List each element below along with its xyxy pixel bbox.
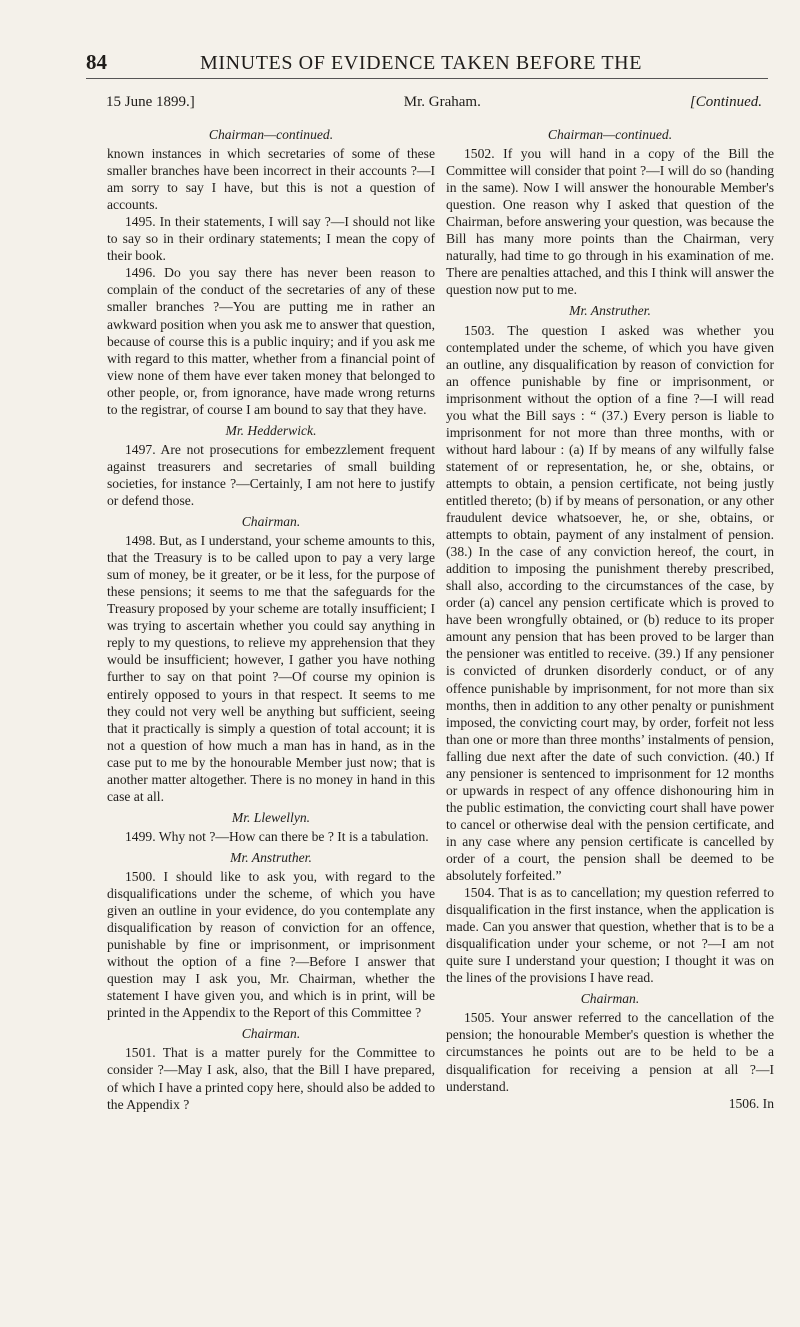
paragraph-1500: 1500. I should like to ask you, with regard to the disqualifications under the scheme, of which you have given an outline in your evidence, do you contemplate any disqualification by reason of conviction for an offence, punishable by fine or imprisonment, or imprisonment without the option of a fine ?—Before I answer that question may I ask you, Mr. Chairman, whether the statement I have given you, and which is in print, will be printed in the Appendix to the Report of this Committee ? bbox=[107, 868, 435, 1021]
speaker-heading: Chairman. bbox=[241, 1026, 301, 1042]
subheader bbox=[106, 94, 762, 111]
paragraph-1504: 1504. That is as to cancellation; my question referred to disqualification in the first instance, when the application is made. Can you answer that question, whether that is to be a disqualification under your scheme, or not ?—I am not quite sure I understand your question; I thought it was on the lines of the provisions I have read. bbox=[446, 885, 774, 986]
right-column bbox=[446, 122, 774, 1112]
hearing-date: 15 June 1899.] bbox=[106, 94, 195, 110]
left-column bbox=[107, 122, 435, 1113]
speaker-heading: Mr. Anstruther. bbox=[230, 849, 312, 865]
paragraph: known instances in which secretaries of some of these smaller branches have been incorrect in their accounts ?—I am sorry to say I have, but this is not a question of accounts. bbox=[107, 146, 435, 213]
paragraph-1505: 1505. Your answer referred to the cancellation of the pension; the honourable Member's question is whether the circumstances he points out are to be held to be a disqualification for receiving a pension at all ?—I understand. bbox=[446, 1010, 774, 1094]
continued-label: [Continued. bbox=[689, 94, 762, 110]
speaker-heading: Chairman. bbox=[241, 514, 301, 530]
speaker-heading: Chairman—continued. bbox=[208, 127, 334, 142]
catchword: 1506. In bbox=[728, 1095, 774, 1111]
paragraph-1503: 1503. The question I asked was whether you contemplated under the scheme, of which you have given an outline, any disqualification by reason of conviction for an offence punishable by fine or imprisonment, or imprisonment without the option of a fine ?—I will read you what the Bill says : “ (37.) Every person is liable to imprisonment for not more than three months, with or without hard labour : (a) If by means of any wilfully false statement of or representation, he, or she, obtains, or attempts to obtain, a pension certificate, not being justly entitled thereto; (b) if by means of personation, or any other fraudulent device whatsoever, he, or she, obtains, or attempts to obtain, payment of any instalment of pension. (38.) In the case of any conviction hereof, the court, in addition to imposing the punishment thereby prescribed, shall also, according to the circumstances of the case, by order (a) cancel any pension certificate which is proved to have been wrongfully obtained, or (b) reduce to its proper amount any pension that has been proved to be larger than the pensioner was entitled to receive. (39.) If any pensioner is convicted of drunken disorderly conduct, or of any offence punishable by imprisonment, for not more than six months, then in addition to any other penalty or punishment imposed, the convicting court may, by order, forfeit not less than one or more than three months’ instalments of pension, falling due next after the date of such conviction. (40.) If any pensioner is sentenced to imprisonment for 12 months or upwards in respect of any offence dishonouring him in the public estimation, the convicting court shall have power to cancel or otherwise deal with the pension certificate, and in any case where any pension certificate is cancelled by order of a court, the pension shall be deemed to be absolutely forfeited.” bbox=[446, 322, 774, 884]
speaker-heading: Chairman. bbox=[580, 991, 640, 1007]
speaker-heading: Chairman—continued. bbox=[547, 127, 673, 142]
speaker-heading: Mr. Hedderwick. bbox=[225, 422, 317, 438]
header-rule bbox=[86, 78, 768, 79]
paragraph-1502: 1502. If you will hand in a copy of the Bill the Committee will consider that point ?—I will do so (handing in the same). Now I will answer the honourable Member's question. One reason why I asked that question of the Chairman, before answering your question, was because the Bill has many more points than the Chairman, very naturally, had time to go through in his examination of me. There are penalties attached, and this I think will answer the question now put to me. bbox=[446, 146, 774, 298]
paragraph-1495: 1495. In their statements, I will say ?—I should not like to say so in their ordinary statements; I mean the copy of their book. bbox=[107, 214, 435, 264]
page-number: 84 bbox=[86, 50, 107, 74]
witness-name: Mr. Graham. bbox=[403, 94, 481, 110]
speaker-heading: Mr. Anstruther. bbox=[569, 303, 651, 319]
paragraph-1501: 1501. That is a matter purely for the Committee to consider ?—May I ask, also, that the Bill I have prepared, of which I have a printed copy here, should also be added to the Appendix ? bbox=[107, 1045, 435, 1112]
speaker-heading: Mr. Llewellyn. bbox=[231, 809, 311, 825]
paragraph-1498: 1498. But, as I understand, your scheme amounts to this, that the Treasury is to be called upon to pay a very large sum of money, be it greater, or be it less, for the purpose of these pensions; it seems to me that the safeguards for the Treasury proposed by your scheme are totally insufficient; I was trying to ascertain whether you could say anything in reply to my questions, to relieve my apprehension that they would be insufficient; however, I gather you have nothing further to say on that point ?—Of course my opinion is entirely opposed to yours in that respect. It seems to me they could not very well be anything but sufficient, seeing that it practically is simply a question of total account; it is not a question of how much a man has in hand, as in the case put to me by the honourable Member just now; that is another matter altogether. There is no money in hand in this case at all. bbox=[107, 533, 435, 804]
paragraph-1499: 1499. Why not ?—How can there be ? It is a tabulation. bbox=[125, 828, 429, 844]
paragraph-1496: 1496. Do you say there has never been reason to complain of the conduct of the secretaries of any of these smaller branches ?—You are putting me in rather an awkward position when you ask me to answer that question, because of course this is a public inquiry; and if you ask me with regard to this matter, whether from a financial point of view none of them have ever taken money that belonged to other people, or, from ignorance, have made wrong returns to the registrar, of course I am bound to say that they have. bbox=[107, 265, 435, 417]
running-head: MINUTES OF EVIDENCE TAKEN BEFORE THE bbox=[200, 52, 643, 74]
paragraph-1497: 1497. Are not prosecutions for embezzlement frequent against treasurers and secretaries of small building societies, for instance ?—Certainly, I am not here to justify or defend those. bbox=[107, 441, 435, 508]
